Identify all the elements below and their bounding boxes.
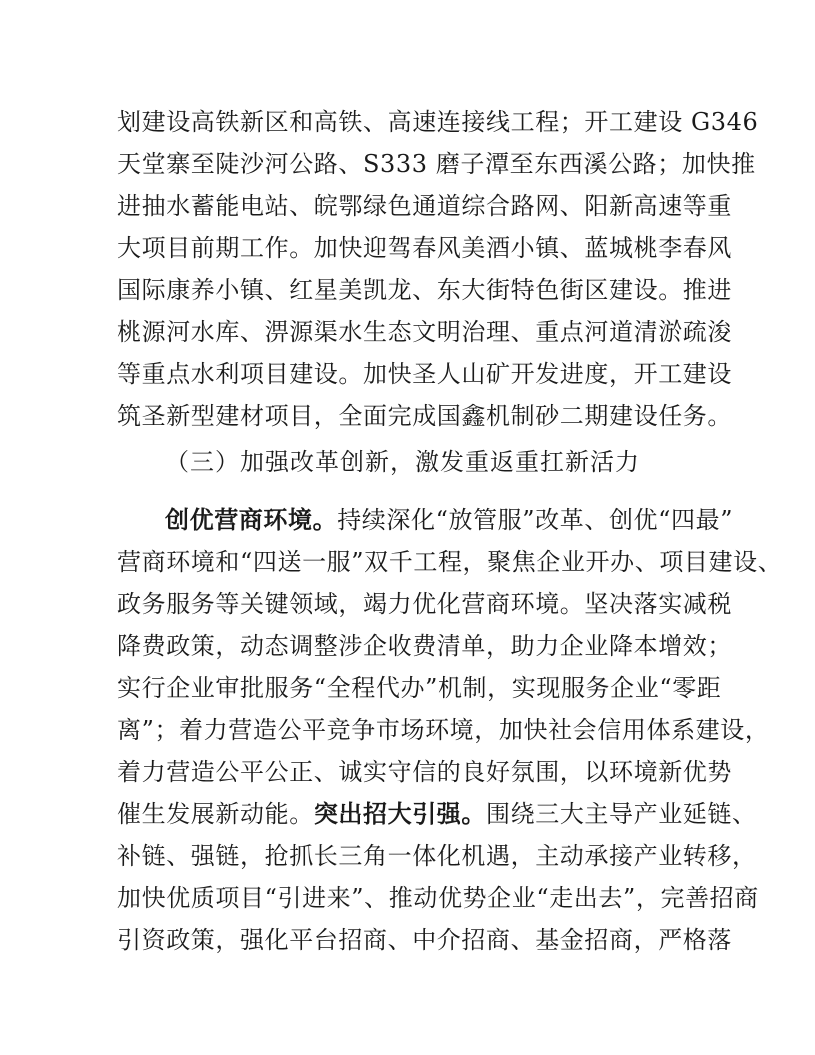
text-line: 天堂寨至陡沙河公路、S333 磨子潭至东西溪公路；加快推 [117, 150, 756, 178]
text-line: 实行企业审批服务“全程代办”机制，实现服务企业“零距 [117, 674, 722, 702]
text-line: 营商环境和“四送一服”双千工程，聚焦企业开办、项目建设、 [117, 548, 783, 576]
text-line [117, 795, 757, 833]
text-line: 划建设高铁新区和高铁、高速连接线工程；开工建设 G346 [117, 108, 759, 136]
text-line: 离”；着力营造公平竞争市场环境，加快社会信用体系建设， [117, 716, 770, 744]
bold-lead-phrase: 突出招大引强。 [313, 800, 487, 828]
text-line: 引资政策，强化平台招商、中介招商、基金招商，严格落 [117, 926, 732, 954]
text-span: 持续深化“放管服”改革、创优“四最” [337, 506, 734, 534]
text-line: 着力营造公平公正、诚实守信的良好氛围，以环境新优势 [117, 758, 732, 786]
text-line: 降费政策，动态调整涉企收费清单，助力企业降本增效； [117, 632, 732, 660]
text-line: 国际康养小镇、红星美凯龙、东大街特色街区建设。推进 [117, 276, 732, 304]
text-line [165, 501, 734, 539]
text-line: 加快优质项目“引进来”、推动优势企业“走出去”，完善招商 [117, 884, 759, 912]
text-span: 围绕三大主导产业延链、 [486, 800, 757, 828]
text-line: 筑圣新型建材项目，全面完成国鑫机制砂二期建设任务。 [117, 402, 732, 430]
text-line: 桃源河水库、淠源渠水生态文明治理、重点河道清淤疏浚 [117, 318, 732, 346]
text-line: 政务服务等关键领域，竭力优化营商环境。坚决落实减税 [117, 590, 732, 618]
text-line: 进抽水蓄能电站、皖鄂绿色通道综合路网、阳新高速等重 [117, 192, 732, 220]
text-line: 补链、强链，抢抓长三角一体化机遇，主动承接产业转移， [117, 842, 757, 870]
text-span: 催生发展新动能。 [117, 800, 314, 828]
text-line: 大项目前期工作。加快迎驾春风美酒小镇、蓝城桃李春风 [117, 234, 732, 262]
text-line: 等重点水利项目建设。加快圣人山矿开发进度，开工建设 [117, 360, 732, 388]
section-heading: （三）加强改革创新，激发重返重扛新活力 [165, 448, 640, 476]
bold-lead-phrase: 创优营商环境。 [165, 506, 338, 534]
